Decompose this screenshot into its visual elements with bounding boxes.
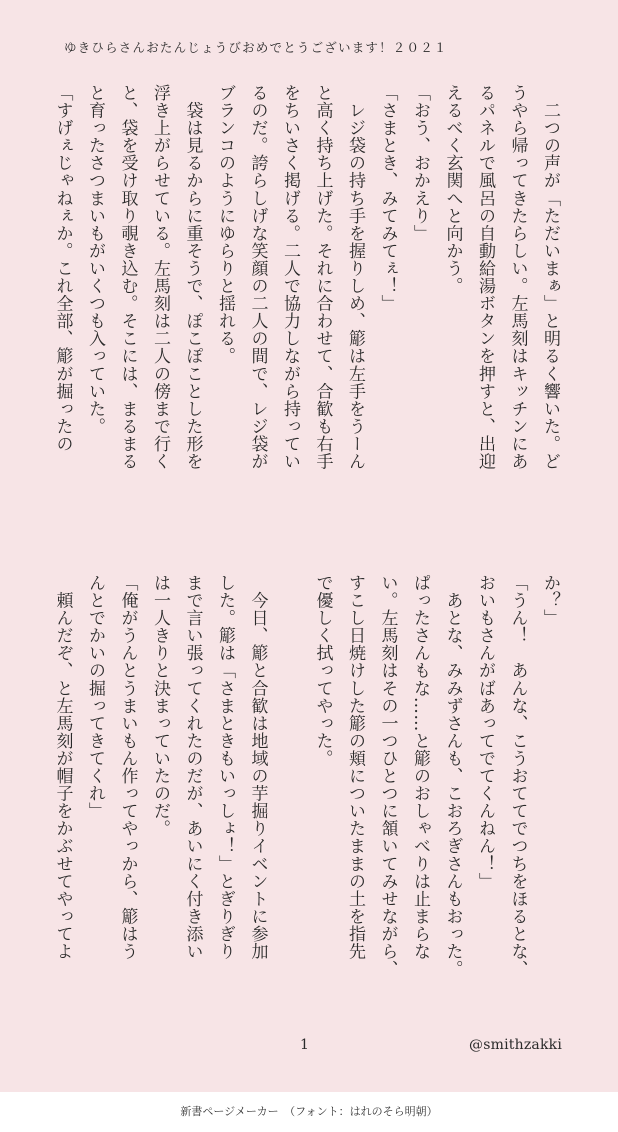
text-line: えるべく玄関へと向かう。 [442, 84, 463, 295]
text-line: 「さまとき、みてみてぇ！」 [377, 84, 398, 313]
text-line: と育ったさつまいもがいくつも入っていた。 [85, 84, 105, 435]
text-line: まで言い張ってくれたのだが、あいにく付き添い [182, 574, 203, 961]
page-number: 1 [300, 1037, 309, 1053]
text-line: か？」 [540, 574, 560, 627]
text-line [274, 574, 307, 984]
text-line: い。左馬刻はその一つひとつに頷いてみせながら、 [377, 574, 398, 978]
text-block-top [52, 84, 566, 536]
text-line: で優しく拭ってやった。 [312, 574, 333, 768]
text-line: 浮き上がらせている。左馬刻は二人の傍まで行く [150, 84, 170, 471]
text-line: 今日、簓と合歓は地域の芋掘りイベントに参加 [247, 574, 268, 961]
text-line: と、袋を受け取り覗き込む。そこには、まるまる [117, 84, 138, 471]
text-line: 頼んだぞ、と左馬刻が帽子をかぶせてやってよ [52, 574, 73, 961]
text-line: 袋は見るからに重そうで、ぽこぽことした形を [182, 84, 203, 471]
page-header-title: ゆきひらさんおたんじょうびおめでとうございます！２０２１ [64, 40, 448, 55]
text-line: るのだ。誇らしげな笑顔の二人の間で、レジ袋が [247, 84, 268, 471]
text-line: るパネルで風呂の自動給湯ボタンを押すと、出迎 [475, 84, 495, 471]
text-line: 「うん！ あんな、こうおててでつちをほるとな、 [507, 574, 528, 978]
text-line: ぱったさんもな……と簓のおしゃべりは止まらな [410, 574, 430, 961]
text-line: おいもさんがばあってでてくんねん！」 [475, 574, 495, 890]
text-line: すこし日焼けした簓の頬についたままの土を指先 [345, 574, 365, 961]
text-line: うやら帰ってきたらしい。左馬刻はキッチンにあ [507, 84, 528, 471]
text-line: レジ袋の持ち手を握りしめ、簓は左手をうーん [345, 84, 365, 471]
text-line: んとでかいの掘ってきてくれ」 [85, 574, 105, 820]
text-line: 「すげぇじゃねぇか。これ全部、簓が掘ったの [52, 84, 73, 453]
text-line: と高く持ち上げた。それに合わせて、合歓も右手 [312, 84, 333, 471]
text-line: 二つの声が「ただいまぁ」と明るく響いた。ど [540, 84, 560, 471]
text-line: ブランコのようにゆらりと揺れる。 [215, 84, 235, 365]
footer-credit: 新書ページメーカー （フォント：はれのそら明朝） [0, 1092, 618, 1132]
author-handle: @smithzakki [469, 1037, 562, 1053]
text-line: あとな、みみずさんも、こおろぎさんもおった。 [442, 574, 463, 978]
text-line: 「おう、おかえり」 [410, 84, 430, 242]
text-line: した。簓は「さまときもいっしょ！」とぎりぎり [215, 574, 235, 961]
text-line: 「俺がうんとうまいもん作ってやっから、簓はう [117, 574, 138, 961]
text-line: は一人きりと決まっていたのだ。 [150, 574, 170, 838]
text-block-bottom [52, 574, 566, 984]
text-line: をちいさく掲げる。二人で協力しながら持ってい [280, 84, 300, 471]
